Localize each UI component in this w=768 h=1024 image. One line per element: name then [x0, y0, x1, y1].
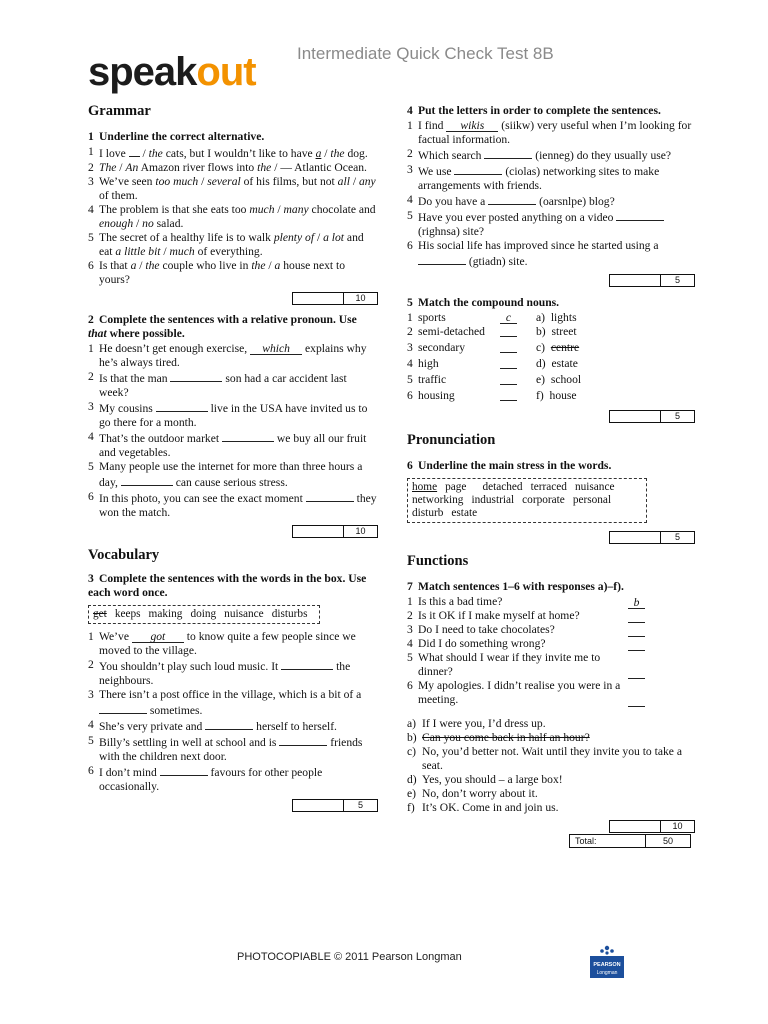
- list-item: 1 I find wikis (siikw) very useful when I’m looking for factual information.: [407, 119, 692, 146]
- function-response: c) No, you’d better not. Wait until they invite you to take a seat.: [407, 745, 682, 772]
- list-item: 4 She’s very private and herself to herself.: [88, 718, 337, 733]
- match-row: 4 high d) estate: [407, 357, 578, 370]
- pearson-logo-subtext: Longman: [596, 970, 618, 976]
- match-row: 3 secondary c) centre: [407, 341, 580, 354]
- list-item: 3 My cousins live in the USA have invited us to go there for a month.: [88, 400, 368, 429]
- list-item: 2 Is that the man son had a car accident last week?: [88, 370, 347, 399]
- exercise-6-instruction: 6 Underline the main stress in the words.: [407, 459, 612, 472]
- right-column: [407, 104, 695, 839]
- function-response: b) Can you come back in half an hour?: [407, 731, 590, 744]
- stress-word: industrial: [471, 494, 515, 506]
- pearson-logo: [590, 942, 624, 978]
- list-item: 1 He doesn’t get enough exercise, which explains why he’s always tired.: [88, 342, 367, 369]
- match-row: 1 sports c a) lights: [407, 311, 577, 324]
- vocabulary-heading: Vocabulary: [88, 547, 160, 563]
- test-title: Intermediate Quick Check Test 8B: [297, 44, 554, 63]
- function-sentence: 1 Is this a bad time? b: [407, 595, 695, 609]
- word-box-word: get: [93, 608, 107, 620]
- stress-word: estate: [451, 507, 478, 519]
- stress-word: home page: [412, 481, 467, 493]
- total-score-box: Total: 50: [569, 834, 691, 848]
- exercise-4-instruction: 4 Put the letters in order to complete the sentences.: [407, 104, 661, 117]
- list-item: 6 Is that a / the couple who live in the / a house next to yours?: [88, 259, 346, 286]
- stress-word-box: [407, 478, 647, 523]
- function-sentence: 2 Is it OK if I make myself at home?: [407, 609, 695, 623]
- list-item: 3 We use (ciolas) networking sites to make arrangements with friends.: [407, 163, 660, 192]
- stress-word: terraced: [530, 481, 567, 493]
- compound-nouns-list: [407, 311, 695, 405]
- score-box: 5: [407, 531, 695, 544]
- list-item: 2 The / An Amazon river flows into the / — Atlantic Ocean.: [88, 161, 367, 174]
- functions-sentences: [407, 595, 695, 707]
- word-box: [88, 605, 320, 624]
- list-item: 4 That’s the outdoor market we buy all our fruit and vegetables.: [88, 430, 367, 459]
- left-column: [88, 104, 378, 818]
- stress-word: nuisance: [574, 481, 615, 493]
- speakout-logo: speakout: [88, 50, 256, 94]
- exercise-7-instruction: 7 Match sentences 1–6 with responses a)–f).: [407, 580, 624, 593]
- function-sentence: 4 Did I do something wrong?: [407, 637, 695, 651]
- list-item: 4 The problem is that she eats too much / many chocolate and enough / no salad.: [88, 203, 376, 230]
- score-box: 10: [88, 525, 378, 538]
- function-response: d) Yes, you should – a large box!: [407, 773, 563, 786]
- pronunciation-heading: Pronunciation: [407, 432, 496, 448]
- exercise-1-instruction: 1 Underline the correct alternative.: [88, 130, 265, 143]
- score-box: 5: [407, 274, 695, 287]
- word-box-word: disturbs: [271, 608, 308, 620]
- list-item: 1 We’ve got to know quite a few people since we moved to the village.: [88, 630, 356, 657]
- list-item: 5 Have you ever posted anything on a video (righnsa) site?: [407, 209, 695, 239]
- list-item: 2 You shouldn’t play such loud music. It the neighbours.: [88, 658, 351, 687]
- stress-word: corporate: [522, 494, 565, 506]
- function-response: a) If I were you, I’d dress up.: [407, 717, 546, 730]
- exercise-3-items: [88, 630, 378, 794]
- grammar-heading: Grammar: [88, 103, 151, 119]
- word-box-word: nuisance: [224, 608, 264, 620]
- list-item: 1 I love / the cats, but I wouldn’t like to have a / the dog.: [88, 145, 368, 160]
- list-item: 6 I don’t mind favours for other people occasionally.: [88, 764, 323, 793]
- exercise-1-items: [88, 145, 378, 287]
- list-item: 6 His social life has improved since he started using a (gtiadn) site.: [407, 239, 659, 268]
- score-box: 5: [88, 799, 378, 812]
- copyright-footer: PHOTOCOPIABLE © 2011 Pearson Longman: [237, 951, 462, 963]
- list-item: 4 Do you have a (oarsnlpe) blog?: [407, 193, 615, 208]
- function-sentence: 5 What should I wear if they invite me to dinner?: [407, 651, 695, 679]
- stress-word: disturb: [412, 507, 444, 519]
- pearson-logo-text: PEARSON: [593, 962, 621, 968]
- functions-responses: [407, 717, 695, 815]
- stress-word: detached: [482, 481, 523, 493]
- exercise-2-instruction: 2 Complete the sentences with a relative pronoun. Use that where possible.: [88, 313, 357, 340]
- match-row: 5 traffic e) school: [407, 373, 582, 386]
- function-sentence: 3 Do I need to take chocolates?: [407, 623, 695, 637]
- list-item: 5 The secret of a healthy life is to walk plenty of / a lot and eat a little bit / much of everything.: [88, 231, 364, 258]
- functions-heading: Functions: [407, 553, 469, 569]
- list-item: 5 Billy’s settling in well at school and is friends with the children next door.: [88, 734, 363, 763]
- exercise-5-instruction: 5 Match the compound nouns.: [407, 296, 560, 309]
- list-item: 3 There isn’t a post office in the village, which is a bit of a sometimes.: [88, 688, 362, 717]
- score-box: 10: [88, 292, 378, 305]
- word-box-word: keeps: [114, 608, 141, 620]
- list-item: 3 We’ve seen too much / several of his films, but not all / any of them.: [88, 175, 376, 202]
- exercise-3-instruction: 3 Complete the sentences with the words in the box. Use each word once.: [88, 572, 367, 599]
- list-item: 6 In this photo, you can see the exact moment they won the match.: [88, 490, 377, 519]
- function-response: f) It’s OK. Come in and join us.: [407, 801, 559, 814]
- score-box: 5: [407, 410, 695, 423]
- match-row: 2 semi-detached b) street: [407, 325, 577, 338]
- exercise-2-items: [88, 342, 378, 520]
- list-item: 5 Many people use the internet for more than three hours a day, can cause serious stress.: [88, 460, 363, 489]
- exercise-4-items: [407, 119, 695, 269]
- list-item: 2 Which search (ienneg) do they usually use?: [407, 147, 672, 162]
- word-box-word: making: [148, 608, 183, 620]
- stress-word: networking: [412, 494, 464, 506]
- word-box-word: doing: [190, 608, 217, 620]
- function-response: e) No, don’t worry about it.: [407, 787, 538, 800]
- score-box: 10: [407, 820, 695, 833]
- match-row: 6 housing f) house: [407, 389, 577, 402]
- function-sentence: 6 My apologies. I didn’t realise you were in a meeting.: [407, 679, 695, 707]
- stress-word: personal: [572, 494, 612, 506]
